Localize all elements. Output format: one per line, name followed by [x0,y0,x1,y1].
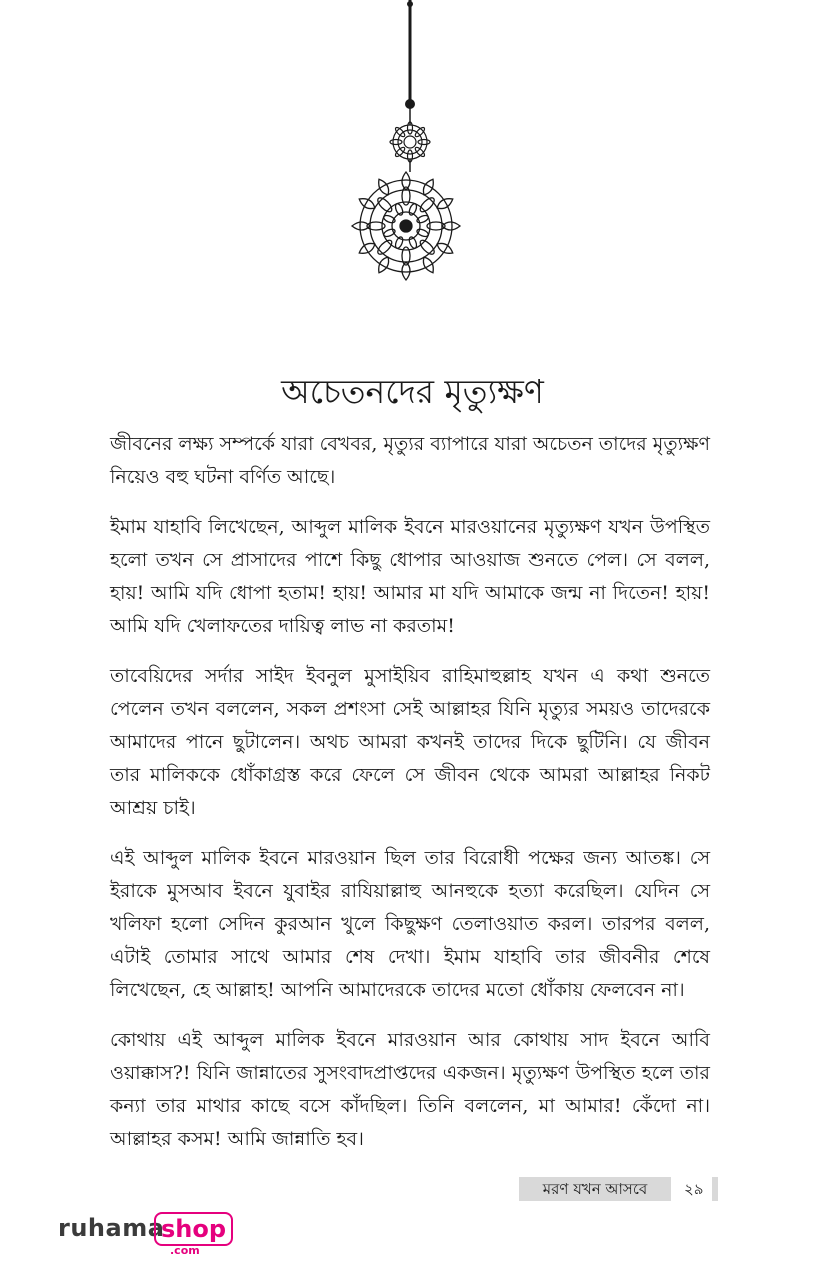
logo-text-ruhama: ruhama [58,1214,165,1242]
paragraph-4: এই আব্দুল মালিক ইবনে মারওয়ান ছিল তার বিরোধী পক্ষের জন্য আতঙ্ক। সে ইরাকে মুসআব ইবনে যুবাইর রাযিয়াল্লাহু আনহুকে হত্যা করেছিল। যেদিন সে খলিফা হলো সেদিন কুরআন খুলে কিছুক্ষণ তেলাওয়াত করল। তারপর বলল, এটাই তোমার সাথে আমার শেষ দেখা। ইমাম যাহাবি তার জীবনীর শেষে লিখেছেন, হে আল্লাহ! আপনি আমাদেরকে তাদের মতো ধোঁকায় ফেলবেন না। [110,847,710,1001]
page-number: ২৯ [684,1180,704,1198]
logo-text-shop: shop [154,1212,233,1246]
footer-bar [712,1177,718,1201]
chapter-title: অচেতনদের মৃত্যুক্ষণ [281,372,544,411]
paragraph-3: তাবেয়িদের সর্দার সাইদ ইবনুল মুসাইয়িব রাহিমাহুল্লাহ যখন এ কথা শুনতে পেলেন তখন বললেন, সকল প্রশংসা সেই আল্লাহর যিনি মৃত্যুর সময়ও তাদেরকে আমাদের পানে ছুটালেন। অথচ আমরা কখনই তাদের দিকে ছুটিনি। যে জীবন তার মালিককে ধোঁকাগ্রস্ত করে ফেলে সে জীবন থেকে আমরা আল্লাহর নিকট আশ্রয় চাই। [110,665,710,819]
mandala-ornament-icon [350,0,470,290]
logo-text-domain: .com [170,1244,200,1257]
body-text [110,428,710,1173]
paragraph-5: কোথায় এই আব্দুল মালিক ইবনে মারওয়ান আর কোথায় সাদ ইবনে আবি ওয়াক্কাস?! যিনি জান্নাতের সুসংবাদপ্রাপ্তদের একজন। মৃত্যুক্ষণ উপস্থিত হলে তার কন্যা তার মাথার কাছে বসে কাঁদছিল। তিনি বললেন, মা আমার! কেঁদো না। আল্লাহর কসম! আমি জান্নাতি হব। [110,1029,710,1150]
running-footer-title: মরণ যখন আসবে [519,1177,671,1201]
paragraph-2: ইমাম যাহাবি লিখেছেন, আব্দুল মালিক ইবনে মারওয়ানের মৃত্যুক্ষণ যখন উপস্থিত হলো তখন সে প্রাসাদের পাশে কিছু ধোপার আওয়াজ শুনতে পেল। সে বলল, হায়! আমি যদি ধোপা হতাম! হায়! আমার মা যদি আমাকে জন্ম না দিতেন! হায়! আমি যদি খেলাফতের দায়িত্ব লাভ না করতাম! [110,516,710,637]
paragraph-1: জীবনের লক্ষ্য সম্পর্কে যারা বেখবর, মৃত্যুর ব্যাপারে যারা অচেতন তাদের মৃত্যুক্ষণ নিয়েও বহু ঘটনা বর্ণিত আছে। [110,433,710,488]
